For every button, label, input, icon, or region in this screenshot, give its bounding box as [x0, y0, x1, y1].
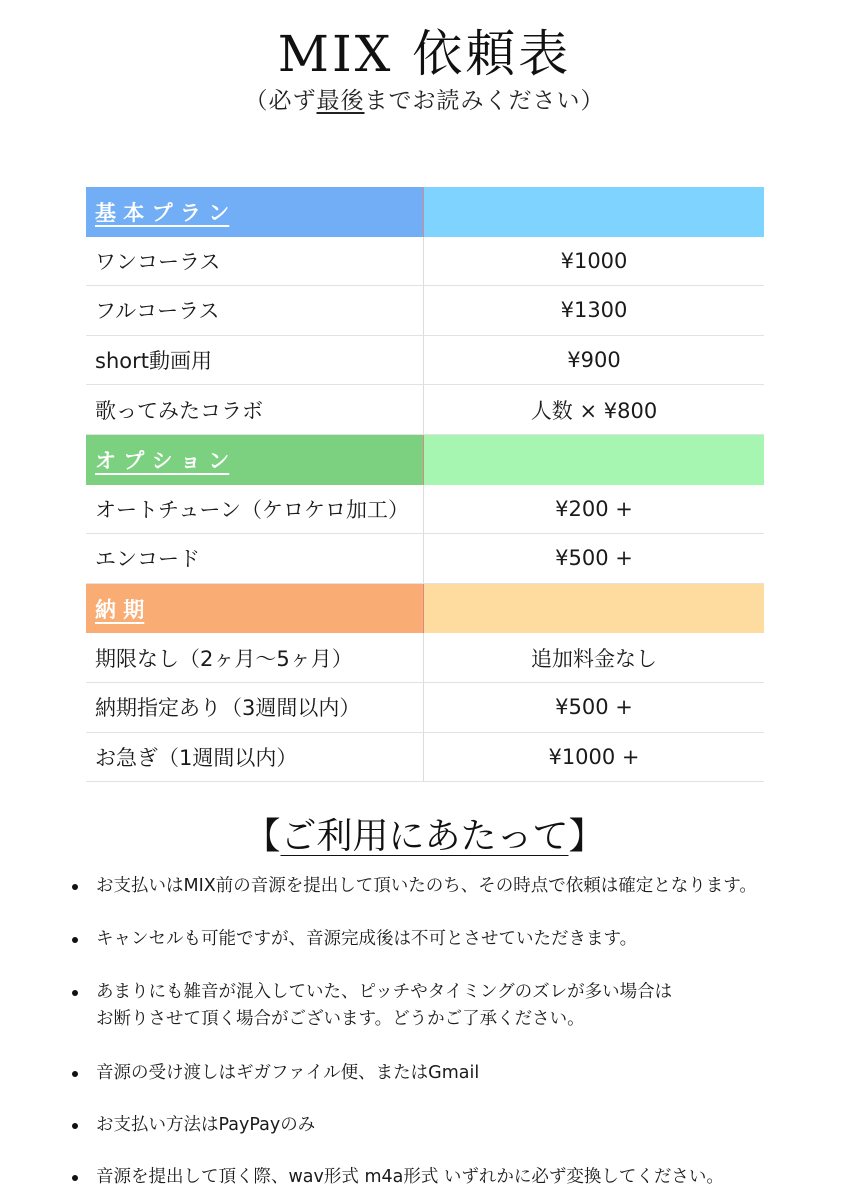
row-price: ¥900: [567, 348, 621, 373]
notes-bracket-open: 【: [244, 816, 281, 857]
table-row: [86, 385, 764, 435]
note-text: お支払いはMIX前の音源を提出して頂いたのち、その時点で依頼は確定となります。: [96, 876, 757, 896]
row-price: 人数 × ¥800: [530, 398, 658, 423]
bullet-icon: [72, 1175, 78, 1181]
section-heading: 納 期: [95, 597, 145, 622]
list-item: [72, 1164, 832, 1191]
page-title: MIX 依頼表: [277, 25, 572, 83]
row-label: ワンコーラス: [86, 237, 424, 286]
table-row: [86, 237, 764, 287]
row-label: short動画用: [86, 336, 424, 385]
bullet-icon: [72, 1123, 78, 1129]
row-label: 歌ってみたコラボ: [86, 385, 424, 434]
row-label: 納期指定あり（3週間以内）: [86, 683, 424, 732]
row-price: ¥1300: [560, 298, 628, 323]
subtitle-emphasis: 最後: [316, 88, 365, 114]
subtitle-after: までお読みください）: [364, 88, 605, 114]
row-label: フルコーラス: [86, 286, 424, 335]
table-row: [86, 286, 764, 336]
table-row: [86, 336, 764, 386]
table-row: [86, 733, 764, 783]
note-text: 音源を提出して頂く際、wav形式 m4a形式 いずれかに必ず変換してください。: [96, 1167, 724, 1187]
bullet-icon: [72, 884, 78, 890]
row-label: エンコード: [86, 534, 424, 583]
row-label: オートチューン（ケロケロ加工）: [86, 485, 424, 534]
list-item: [72, 873, 832, 900]
section-header-options: [86, 435, 764, 485]
note-text: 音源の受け渡しはギガファイル便、またはGmail: [96, 1063, 480, 1083]
row-price: ¥1000 +: [548, 744, 640, 769]
note-text: キャンセルも可能ですが、音源完成後は不可とさせていただきます。: [96, 929, 638, 949]
list-item: [72, 1060, 832, 1087]
section-heading: 基 本 プ ラ ン: [95, 200, 230, 225]
note-text: あまりにも雑音が混入していた、ピッチやタイミングのズレが多い場合は: [96, 982, 673, 1002]
table-row: [86, 633, 764, 683]
notes-title: [0, 812, 849, 862]
row-price: ¥1000: [560, 248, 628, 273]
note-text: お断りさせて頂く場合がございます。どうかご了承ください。: [96, 1009, 585, 1029]
table-row: [86, 485, 764, 535]
notes-title-text: ご利用にあたって: [280, 816, 569, 857]
list-item: [72, 926, 832, 953]
section-header-delivery: [86, 584, 764, 634]
row-price: ¥500 +: [555, 695, 633, 720]
list-item: [72, 979, 832, 1033]
price-table: [86, 187, 764, 782]
note-text: お支払い方法はPayPayのみ: [96, 1115, 316, 1135]
row-label: お急ぎ（1週間以内）: [86, 733, 424, 782]
page-subtitle: [0, 84, 849, 118]
bullet-icon: [72, 990, 78, 996]
row-label: 期限なし（2ヶ月〜5ヶ月）: [86, 633, 424, 682]
section-header-basic-plan: [86, 187, 764, 237]
row-price: 追加料金なし: [531, 646, 657, 671]
table-row: [86, 534, 764, 584]
row-price: ¥200 +: [555, 496, 633, 521]
table-row: [86, 683, 764, 733]
notes-bracket-close: 】: [568, 816, 605, 857]
subtitle-before: （必ず: [244, 88, 317, 114]
section-heading: オ プ シ ョ ン: [95, 448, 230, 473]
list-item: [72, 1112, 832, 1139]
row-price: ¥500 +: [555, 546, 633, 571]
bullet-icon: [72, 937, 78, 943]
bullet-icon: [72, 1071, 78, 1077]
notes-list: [72, 873, 832, 1191]
